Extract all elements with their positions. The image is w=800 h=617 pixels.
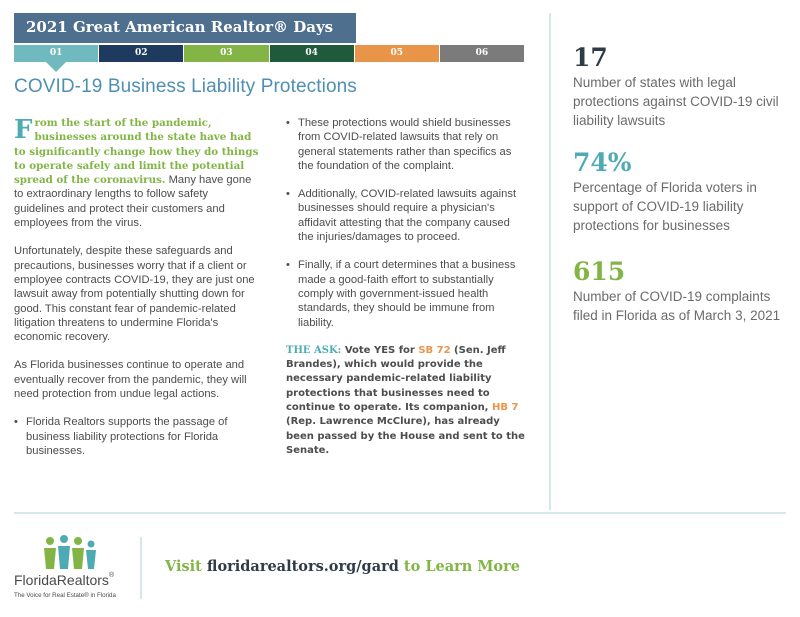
bill-hb7: HB 7 (491, 402, 519, 414)
stat-description: Number of states with legal protections against COVID-19 civil liability lawsuits (573, 75, 779, 128)
tab-label: 06 (475, 48, 489, 58)
bullet-item: • Florida Realtors supports the passage of business liability protections for Florida businesses. (14, 415, 260, 458)
tab-bar (14, 45, 524, 62)
footer-divider (14, 512, 786, 514)
intro-lead: rom the start of the pandemic, businesses around the state have had to significantly change how they do things to operate safely and limit the potential spread of the coronavirus. (14, 117, 259, 187)
cta-prefix: Visit (165, 558, 207, 575)
tab-label: 02 (134, 48, 148, 58)
drop-cap: F (14, 115, 33, 145)
the-ask (286, 344, 526, 458)
tab-label: 04 (305, 48, 318, 58)
header-banner (14, 13, 356, 43)
ask-text: (Rep. Lawrence McClure), has already been passed by the House and sent to the Senate. (286, 416, 525, 456)
tab-03[interactable] (184, 45, 268, 62)
stat-voters (573, 149, 788, 235)
tab-04[interactable] (270, 45, 354, 62)
logo-text: FloridaRealtors (14, 572, 109, 588)
tab-label: 01 (49, 48, 63, 58)
tab-01[interactable] (14, 45, 98, 62)
active-tab-pointer (46, 62, 66, 72)
stat-value: 74% (573, 148, 632, 177)
header-title: 2021 Great American Realtor® Days (26, 18, 334, 36)
people-icon (40, 535, 100, 571)
logo-wordmark (14, 572, 114, 588)
section-title: COVID-19 Business Liability Protections (14, 76, 357, 97)
footer-cta (165, 558, 520, 575)
stat-description: Number of COVID-19 complaints filed in Florida as of March 3, 2021 (573, 289, 781, 323)
content-column-right (286, 116, 526, 458)
intro-rest: Many have gone to extraordinary lengths to follow safety guidelines and protect their customers and employees from the virus. (14, 174, 252, 230)
bill-sb72: SB 72 (418, 344, 451, 356)
paragraph: Unfortunately, despite these safeguards and precautions, businesses worry that if a client or employee contracts COVID-19, they are just one lawsuit away from potentially shutting down for good. This constant fear of pandemic-related litigation threatens to undermine Florida's economic recovery. (14, 245, 255, 344)
tab-02[interactable] (99, 45, 183, 62)
cta-suffix: to Learn More (398, 558, 520, 575)
stat-value: 615 (573, 257, 626, 286)
registered-mark: ® (108, 572, 115, 579)
tab-label: 05 (390, 48, 404, 58)
bullet-item: • Additionally, COVID-related lawsuits against businesses should require a physician's affidavit attesting that the company caused the injuries/damages to proceed. (286, 187, 526, 244)
stat-complaints (573, 258, 788, 325)
bullet-item: • These protections would shield businesses from COVID-related lawsuits that rely on general statements rather than specifics as the foundation of the complaint. (286, 116, 526, 173)
logo-tagline: The Voice for Real Estate® in Florida (14, 592, 116, 599)
ask-text: Vote YES for (341, 344, 419, 356)
content-column-left (14, 116, 260, 472)
cta-link[interactable]: floridarealtors.org/gard (206, 558, 399, 575)
stat-value: 17 (573, 43, 608, 72)
tab-05[interactable] (355, 45, 439, 62)
ask-label: THE ASK: (286, 344, 342, 356)
bullet-item: • Finally, if a court determines that a business made a good-faith effort to substantially comply with government-issued health standards, they should be immune from liability. (286, 258, 526, 329)
stat-description: Percentage of Florida voters in support of COVID-19 liability protections for businesses (573, 180, 757, 233)
tab-06[interactable] (440, 45, 524, 62)
ask-text: (Sen. Jeff Brandes), which would provide the necessary pandemic-related liability protections that businesses need to continue to operate. Its companion, (286, 344, 506, 414)
paragraph: As Florida businesses continue to operate and eventually recover from the pandemic, they will need protection from undue legal actions. (14, 359, 247, 401)
intro-paragraph (14, 116, 260, 230)
stat-states (573, 44, 788, 130)
footer-vertical-divider (140, 537, 142, 599)
tab-label: 03 (220, 48, 233, 58)
column-divider (549, 13, 551, 510)
